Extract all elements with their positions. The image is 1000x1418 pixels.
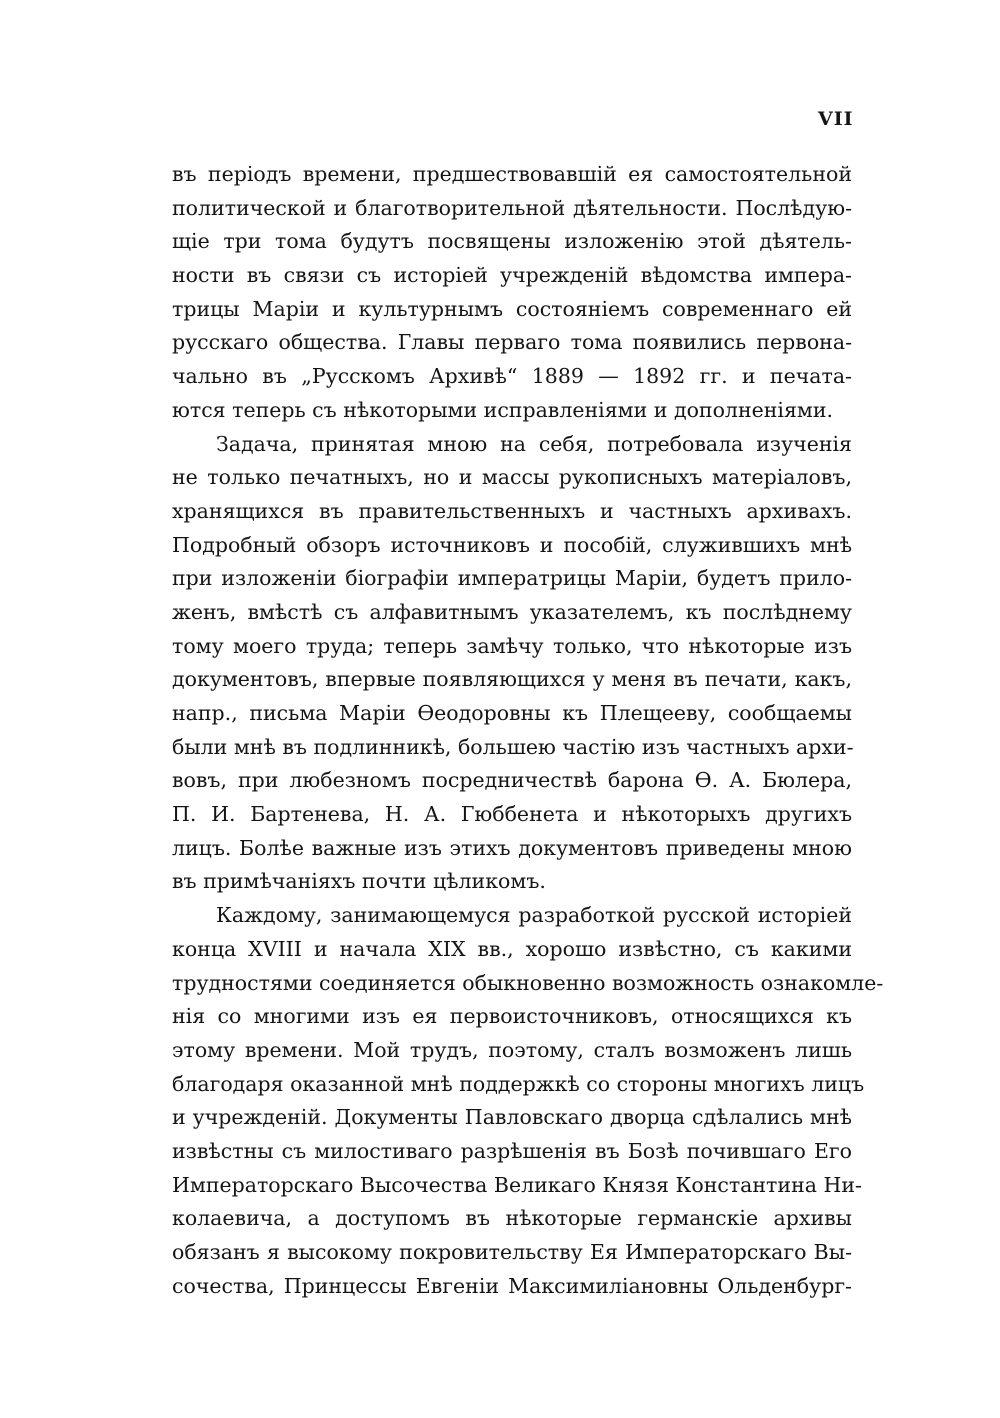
text-line: женъ, вмѣстѣ съ алфавитнымъ указателемъ, къ послѣднему — [172, 599, 852, 624]
text-line: ются теперь съ нѣкоторыми исправленіями и дополненіями. — [172, 397, 834, 422]
text-line: лицъ. Болѣе важные изъ этихъ документовъ приведены мною — [172, 835, 852, 860]
text-line: трудностями соединяется обыкновенно возможность ознакомле- — [172, 970, 884, 995]
text-line: Императорскаго Высочества Великаго Князя Константина Ни- — [172, 1172, 862, 1197]
text-line: документовъ, впервые появляющихся у меня въ печати, какъ, — [172, 667, 852, 692]
text-line: были мнѣ въ подлинникѣ, большею частію изъ частныхъ архи- — [172, 734, 854, 759]
text-line: тому моего труда; теперь замѣчу только, что нѣкоторые изъ — [172, 633, 852, 658]
paragraph — [172, 428, 852, 900]
text-line: обязанъ я высокому покровительству Ея Императорскаго Вы- — [172, 1240, 852, 1264]
text-line: ности въ связи съ исторіей учрежденій вѣдомства импера- — [172, 263, 852, 288]
text-line: политической и благотворительной дѣятельности. Послѣдую- — [172, 195, 852, 220]
text-line: Каждому, занимающемуся разработкой русской исторіей — [216, 903, 852, 928]
text-line: въ періодъ времени, предшествовавшій ея самостоятельной — [172, 162, 852, 186]
text-line: щіе три тома будутъ посвящены изложенію этой дѣятель- — [172, 229, 852, 254]
text-line: не только печатныхъ, но и массы рукописныхъ матеріаловъ, — [172, 465, 852, 490]
text-line: извѣстны съ милостиваго разрѣшенія въ Бозѣ почившаго Его — [172, 1138, 852, 1163]
text-line: вовъ, при любезномъ посредничествѣ барона Ѳ. А. Бюлера, — [172, 768, 852, 793]
text-line: трицы Маріи и культурнымъ состояніемъ современнаго ей — [172, 296, 852, 321]
text-line: благодаря оказанной мнѣ поддержкѣ со стороны многихъ лицъ — [172, 1071, 865, 1096]
text-line: нія со многими изъ ея первоисточниковъ, относящихся къ — [172, 1004, 852, 1029]
text-line: напр., письма Маріи Ѳеодоровны къ Плещееву, сообщаемы — [172, 701, 852, 725]
page-number: VII — [818, 108, 854, 130]
body-text — [172, 158, 884, 1303]
text-line: чально въ „Русскомъ Архивѣ“ 1889 — 1892 гг. и печата- — [172, 364, 852, 389]
paragraph — [172, 158, 852, 428]
text-line: конца XVIII и начала XIX вв., хорошо извѣстно, съ какими — [172, 936, 852, 961]
text-line: Задача, принятая мною на себя, потребовала изученія — [216, 431, 852, 456]
text-line: и учрежденій. Документы Павловскаго дворца сдѣлались мнѣ — [172, 1105, 852, 1130]
text-line: этому времени. Мой трудъ, поэтому, сталъ возможенъ лишь — [172, 1037, 852, 1062]
text-line: колаевича, а доступомъ въ нѣкоторые германскіе архивы — [172, 1206, 852, 1231]
text-line: при изложеніи біографіи императрицы Маріи, будетъ прило- — [172, 566, 852, 591]
text-line: русскаго общества. Главы перваго тома появились первона- — [172, 330, 852, 355]
text-line: сочества, Принцессы Евгеніи Максимиліановны Ольденбург- — [172, 1273, 852, 1298]
text-line: въ примѣчаніяхъ почти цѣликомъ. — [172, 869, 546, 894]
text-line: П. И. Бартенева, Н. А. Гюббенета и нѣкоторыхъ другихъ — [172, 802, 852, 827]
paragraph — [172, 899, 884, 1303]
text-line: хранящихся въ правительственныхъ и частныхъ архивахъ. — [172, 498, 852, 523]
text-line: Подробный обзоръ источниковъ и пособій, служившихъ мнѣ — [172, 532, 852, 557]
